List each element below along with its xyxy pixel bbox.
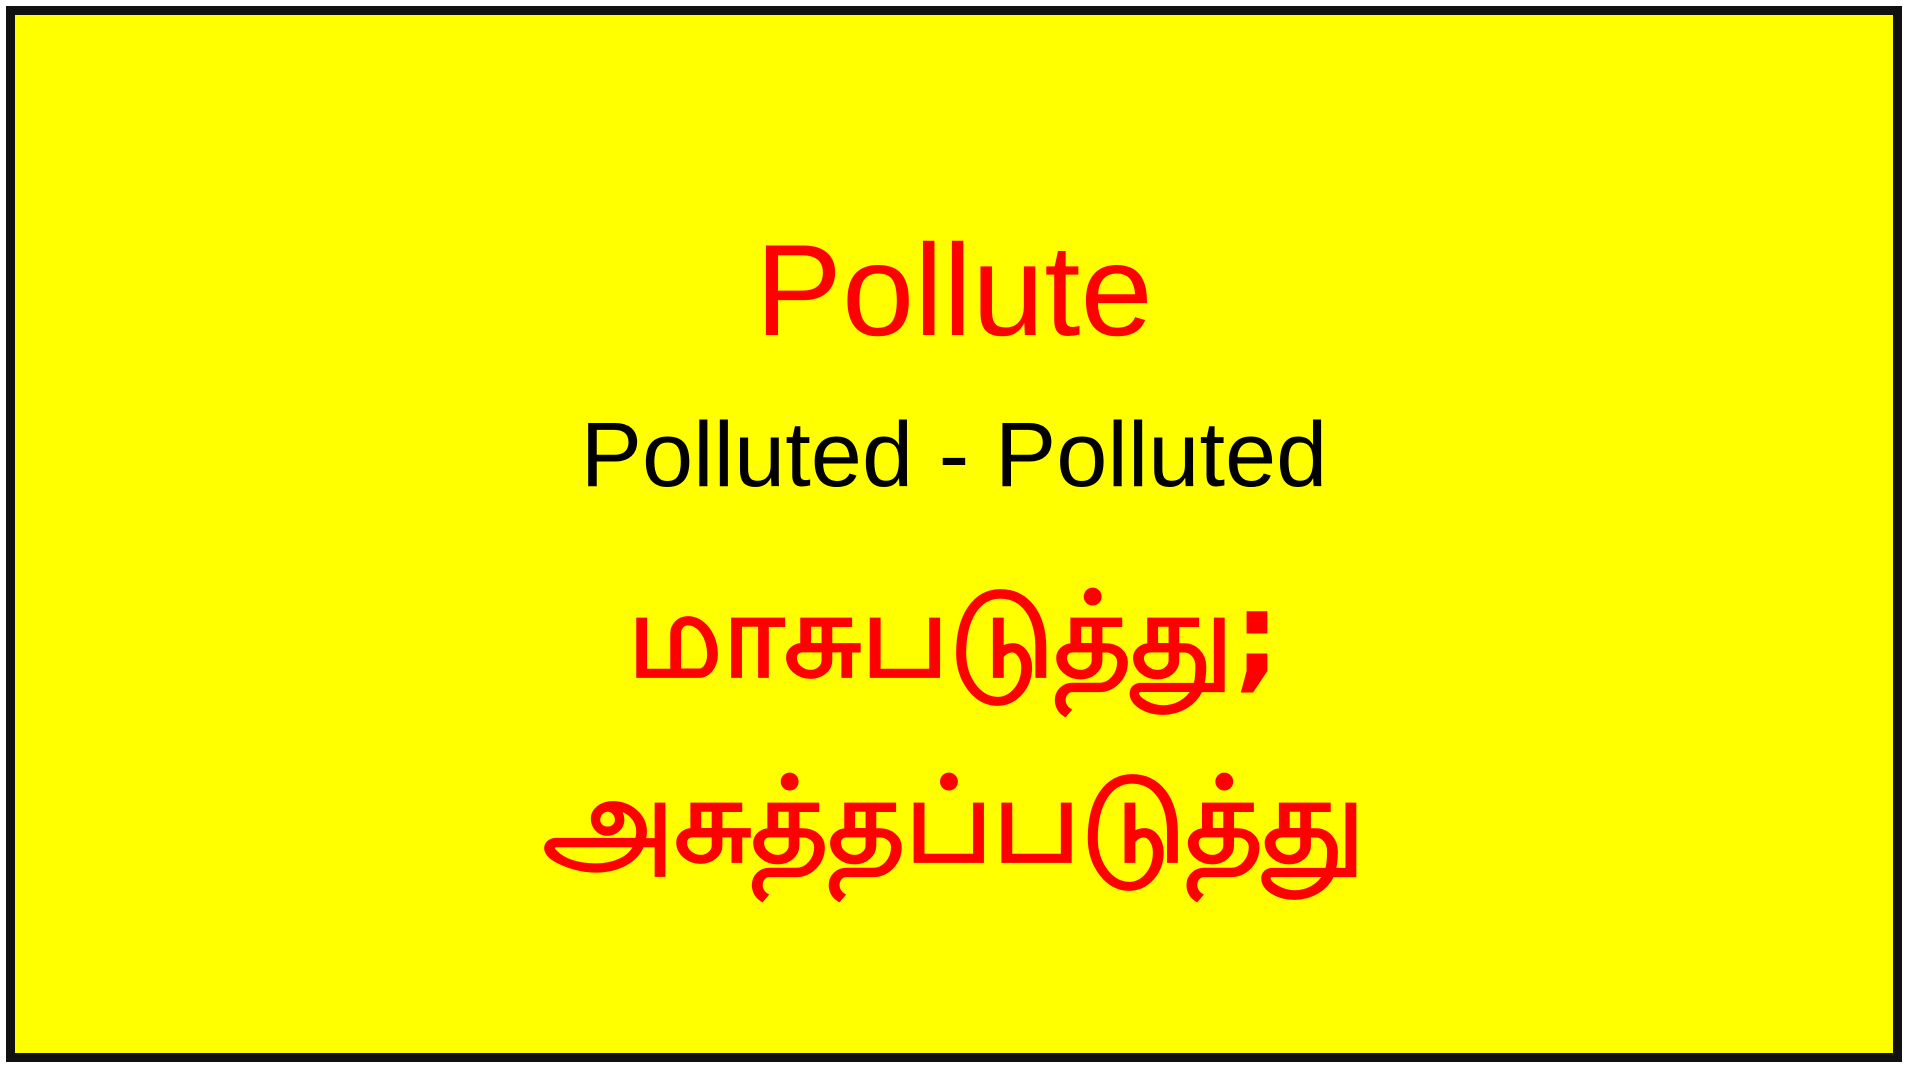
verb-forms-text: Polluted - Polluted xyxy=(580,404,1328,506)
tamil-meaning-line-1: மாசுபடுத்து; xyxy=(627,566,1281,704)
headword-text: Pollute xyxy=(755,217,1153,363)
word-card xyxy=(6,6,1902,1062)
tamil-meaning-line-2: அசுத்தப்படுத்து xyxy=(543,751,1365,889)
